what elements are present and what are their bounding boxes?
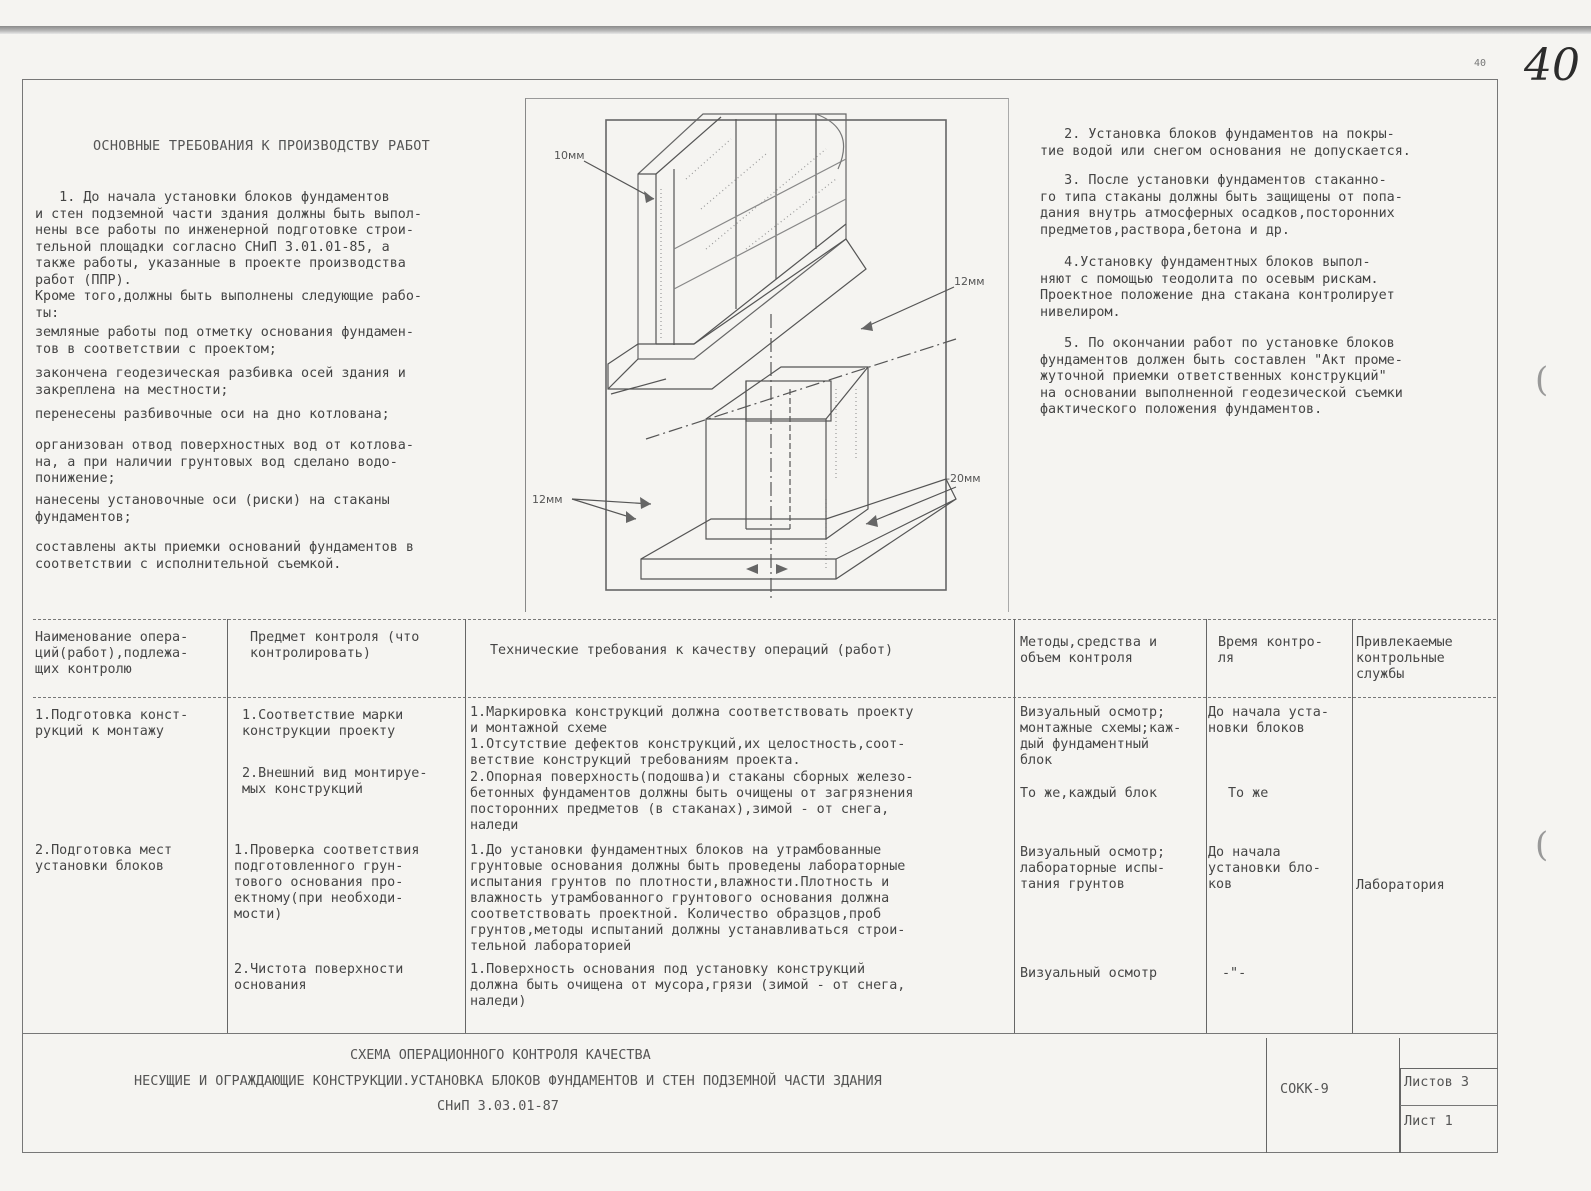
page-number-small: 40 [1474,58,1487,69]
title-block-rule [22,1033,1498,1034]
row1-requirement-1: 1.Маркировка конструкций должна соответствовать проекту и монтажной схеме 1.Отсутствие дефектов конструкций,их целостность,соот- ветствие конструкций требованиям проекта. [470,705,914,768]
header-requirements: Технические требования к качеству операций (работ) [490,643,894,658]
col-divider [1014,619,1015,1033]
section-heading: ОСНОВНЫЕ ТРЕБОВАНИЯ К ПРОИЗВОДСТВУ РАБОТ [93,138,431,154]
binding-mark: ( [1535,825,1549,865]
row2-operation: 2.Подготовка мест установки блоков [35,843,173,874]
row2-time-1: До начала установки бло- ков [1208,845,1321,892]
col-divider [1352,619,1353,1033]
col-divider [227,619,228,1033]
row1-time-2: То же [1228,786,1269,801]
row1-time-1: До начала уста- новки блоков [1208,705,1329,736]
title-line-2: НЕСУЩИЕ И ОГРАЖДАЮЩИЕ КОНСТРУКЦИИ.УСТАНОВКА БЛОКОВ ФУНДАМЕНТОВ И СТЕН ПОДЗЕМНОЙ ЧАСТИ ЗДАНИЯ [134,1073,882,1089]
row2-requirement-1: 1.До установки фундаментных блоков на утрамбованные грунтовые основания должны быть проведены лабораторные испытания грунтов по плотности,влажности.Плотность и влажность утрамбованного грунтового основания должна соответствовать проектной. Количество образцов,проб грунтов,методы испытаний должны устанавливаться строи- тельной лабораторией [470,843,906,954]
table-top-rule [33,619,1496,620]
paragraph-axes: перенесены разбивочные оси на дно котлована; [35,407,390,422]
row2-subject-2: 2.Чистота поверхности основания [234,962,404,993]
drawing-area [525,98,1009,612]
header-services: Привлекаемые контрольные службы [1356,635,1453,682]
paragraph-1: 1. До начала установки блоков фундаментов и стен подземной части здания должны быть выпол- нены все работы по инженерной подготовке строи- тельной площадки согласно СНиП 3.01.01-85, а также работы, указанные в проекте производства работ (ППР). Кроме того,должны быть выполнены следующие рабо- ты: [35,190,422,321]
row1-subject-1: 1.Соответствие марки конструкции проекту [242,708,404,739]
scan-edge [0,26,1591,34]
paragraph-geodesic: закончена геодезическая разбивка осей здания и закреплена на местности; [35,366,406,398]
row1-requirement-2: 2.Опорная поверхность(подошва)и стаканы сборных железо- бетонных фундаментов должны быть очищены от загрязнения посторонних предметов (в стаканах),зимой - от снега, наледи [470,770,914,833]
col-divider [1206,619,1207,1033]
paragraph-3: 3. После установки фундаментов стаканно- го типа стаканы должны быть защищены от попа- дания внутрь атмосферных осадков,посторонних предметов,раствора,бетона и др. [1040,173,1403,238]
sheet-cell-divider [1400,1105,1498,1106]
row1-method-2: То же,каждый блок [1020,786,1158,801]
row2-time-2: -"- [1222,966,1247,981]
table-header-rule [33,697,1496,698]
title-line-3: СНиП 3.03.01-87 [437,1098,559,1114]
paragraph-4: 4.Установку фундаментных блоков выпол- няют с помощью теодолита по осевым рискам. Проектное положение дна стакана контролирует нивелиром. [1040,255,1395,320]
paragraph-5: 5. По окончании работ по установке блоков фундаментов должен быть составлен "Акт проме- жуточной приемки ответственных конструкций" на основании выполненной геодезической съемки фактического положения фундаментов. [1040,336,1403,417]
paragraph-2: 2. Установка блоков фундаментов на покры- тие водой или снегом основания не допускается. [1040,127,1411,159]
title-line-1: СХЕМА ОПЕРАЦИОННОГО КОНТРОЛЯ КАЧЕСТВА [350,1047,651,1063]
row2-subject-1: 1.Проверка соответствия подготовленного грун- тового основания про- ектному(при необходи- мости) [234,843,420,922]
page-number: 40 [1524,40,1580,91]
sheet-number: Лист 1 [1404,1113,1453,1129]
paragraph-earthworks: земляные работы под отметку основания фундамен- тов в соответствии с проектом; [35,325,414,357]
sheets-total: Листов 3 [1404,1074,1470,1090]
foundation-drawing [526,99,1008,612]
label-10mm: 10мм [554,149,585,162]
row2-method-2: Визуальный осмотр [1020,966,1158,981]
label-20mm: -20мм [946,472,981,485]
row2-requirement-2: 1.Поверхность основания под установку конструкций должна быть очищена от мусора,грязи (зимой - от снега, наледи) [470,962,906,1009]
header-methods: Методы,средства и объем контроля [1020,635,1158,666]
header-subject: Предмет контроля (что контролировать) [250,630,420,661]
binding-mark: ( [1535,360,1549,400]
header-operation: Наименование опера- ций(работ),подлежа- щих контролю [35,630,189,677]
header-time: Время контро- ля [1218,635,1323,666]
row1-method-1: Визуальный осмотр; монтажные схемы;каж- дый фундаментный блок [1020,705,1182,768]
paragraph-acts: составлены акты приемки оснований фундаментов в соответствии с исполнительной съемкой. [35,540,414,572]
document-code: СОКК-9 [1280,1081,1329,1097]
row2-service-1: Лаборатория [1356,878,1445,893]
paragraph-marks: нанесены установочные оси (риски) на стаканы фундаментов; [35,493,390,525]
paragraph-drainage: организован отвод поверхностных вод от котлова- на, а при наличии грунтовых вод сделано водо- понижение; [35,438,414,486]
col-divider [465,619,466,1033]
row1-subject-2: 2.Внешний вид монтируе- мых конструкций [242,766,428,797]
label-12mm-top: 12мм [954,275,985,288]
row1-operation: 1.Подготовка конст- рукций к монтажу [35,708,189,739]
label-12mm-bottom: 12мм [532,493,563,506]
row2-method-1: Визуальный осмотр; лабораторные испы- тания грунтов [1020,845,1166,892]
